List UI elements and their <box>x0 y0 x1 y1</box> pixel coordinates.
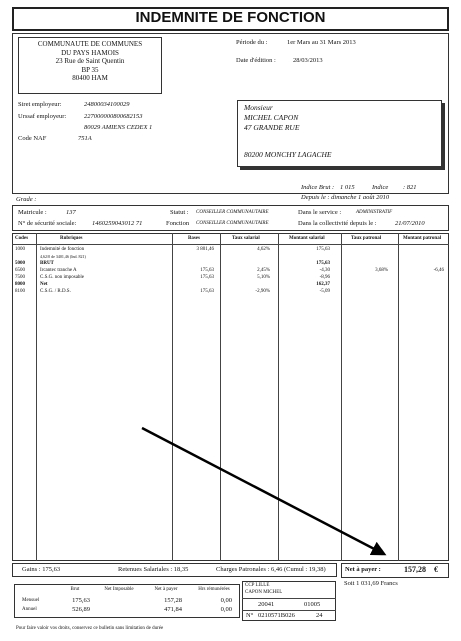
summary-row-label: Mensuel <box>22 598 40 603</box>
matricule-value: 137 <box>66 209 76 216</box>
bank-account-label: N° <box>246 612 254 619</box>
employer-line: 80400 HAM <box>72 74 108 82</box>
secu-label: N° de sécurité sociale: <box>18 220 77 227</box>
matricule-label: Matricule : <box>18 209 47 216</box>
summary-row-label: Annuel <box>22 607 37 612</box>
recipient-line: Monsieur <box>244 103 273 112</box>
edition-value: 28/03/2013 <box>293 57 323 64</box>
charges-total: Charges Patronales : 6,46 (Cumul : 19,38) <box>216 566 326 573</box>
summary-header-net-imposable: Net Imposable <box>104 587 134 592</box>
cell-taux-patronal: 3,68% <box>375 268 388 273</box>
cell-code: 5000 <box>15 261 25 266</box>
cell-code: 6500 <box>15 268 25 273</box>
summary-header-net-a-payer: Net à payer <box>154 587 178 592</box>
net-a-payer-value: 157,28 <box>404 565 426 574</box>
cell-taux-salarial: 4,62% <box>257 247 270 252</box>
recipient-city: 80200 MONCHY LAGACHE <box>244 150 332 159</box>
fonction-value: CONSEILLER COMMUNAUTAIRE <box>196 221 269 226</box>
net-a-payer-label: Net à payer : <box>345 566 381 573</box>
cell-label: Net <box>40 282 48 287</box>
cell-montant-salarial: -4,30 <box>319 268 330 273</box>
collectivite-value: 21/07/2010 <box>395 220 425 227</box>
urssaf-value: 227000000800682153 <box>84 113 143 120</box>
cell-montant-salarial: 175,63 <box>316 247 330 252</box>
cell-base: 175,63 <box>200 289 214 294</box>
urssaf-label: Urssaf employeur: <box>18 113 67 120</box>
indice-brut-value: 1 015 <box>340 184 355 191</box>
period-value: 1er Mars au 31 Mars 2013 <box>287 39 356 46</box>
gains-total: Gains : 175,63 <box>22 566 61 573</box>
cell-montant-salarial: 162,37 <box>316 282 330 287</box>
cell-montant-salarial: 175,63 <box>316 261 330 266</box>
net-a-payer-currency: € <box>434 565 438 574</box>
summary-header-hrs: Hrs rémunérées <box>198 587 230 592</box>
indice-depuis: Depuis le : dimanche 1 août 2010 <box>301 194 390 201</box>
footer-note: Pour faire valoir vos droits, conservez ce bulletin sans limitation de durée <box>16 626 164 631</box>
service-label: Dans le service : <box>298 209 342 216</box>
header-taux-salarial: Taux salarial <box>232 236 260 241</box>
employer-line: COMMUNAUTE DE COMMUNES <box>37 40 143 48</box>
summary-annuel-brut: 526,89 <box>72 606 90 613</box>
cell-base: 175,63 <box>200 268 214 273</box>
bank-code2: 01005 <box>304 601 321 608</box>
summary-mensuel-brut: 175,63 <box>72 597 90 604</box>
cell-label: Indemnité de fonction <box>40 247 85 252</box>
urssaf-city: 80029 AMIENS CEDEX 1 <box>84 124 153 131</box>
naf-label: Code NAF <box>18 135 47 142</box>
bank-account: 0210571B026 <box>258 612 295 619</box>
indice-brut-label: Indice Brut : <box>301 184 335 191</box>
statut-value: CONSEILLER COMMUNAUTAIRE <box>196 210 269 215</box>
employer-line: BP 35 <box>81 65 99 74</box>
bank-code1: 20041 <box>258 601 275 608</box>
cell-label: 4,62/0 de 3401,46 (Ind. 821) <box>40 254 86 259</box>
cell-montant-salarial: -8,96 <box>319 275 330 280</box>
header-bases: Bases <box>188 236 200 241</box>
cell-label: BRUT <box>40 261 54 266</box>
page-title: INDEMNITE DE FONCTION <box>135 9 326 26</box>
retenues-total: Retenues Salariales : 18,35 <box>118 566 189 573</box>
header-montant-salarial: Montant salarial <box>289 236 325 241</box>
cell-code: 8000 <box>15 282 25 287</box>
cell-taux-salarial: 2,45% <box>257 268 270 273</box>
siret-label: Siret employeur: <box>18 101 62 108</box>
employer-line: 23 Rue de Saint Quentin <box>55 57 125 65</box>
cell-base: 3 801,46 <box>196 247 214 252</box>
service-value: ADMINISTRATIF <box>356 210 393 215</box>
bank-key: 24 <box>316 612 323 619</box>
header-taux-patronal: Taux patronal <box>351 236 382 241</box>
summary-annuel-net-a-payer: 471,84 <box>164 606 182 613</box>
cell-code: 1000 <box>15 247 25 252</box>
edition-label: Date d'édition : <box>236 57 276 64</box>
cell-code: 7500 <box>15 275 25 280</box>
bank-divider <box>242 598 336 599</box>
period-label: Période du : <box>236 39 268 46</box>
summary-mensuel-net-a-payer: 157,28 <box>164 597 182 604</box>
cell-label: Ircantec tranche A <box>40 268 77 273</box>
cell-montant-salarial: -5,09 <box>319 289 330 294</box>
header-rubriques: Rubriques <box>60 236 83 241</box>
cell-taux-salarial: -2,90% <box>255 289 270 294</box>
header-codes: Codes <box>15 236 29 241</box>
bank-name: CCP LILLE <box>245 583 270 588</box>
siret-value: 24800034100029 <box>84 101 130 108</box>
cell-code: 8100 <box>15 289 25 294</box>
bank-holder: CAPON MICHEL <box>245 590 283 595</box>
fonction-label: Fonction <box>166 220 190 227</box>
cell-taux-salarial: 5,10% <box>257 275 270 280</box>
indice-value: : 821 <box>403 184 417 191</box>
collectivite-label: Dans la collectivité depuis le : <box>298 220 377 227</box>
grade-label: Grade : <box>16 196 37 203</box>
header-montant-patronal: Montant patronal <box>403 236 442 241</box>
indice-label: Indice <box>372 184 389 191</box>
bank-divider <box>242 610 336 611</box>
summary-mensuel-hrs: 0,00 <box>220 597 232 604</box>
cell-base: 175,63 <box>200 275 214 280</box>
net-a-payer-francs: Soit 1 031,69 Francs <box>344 580 398 587</box>
summary-header-brut: Brut <box>70 587 80 592</box>
cell-montant-patronal: -6,46 <box>433 268 444 273</box>
summary-annuel-hrs: 0,00 <box>220 606 232 613</box>
employer-line: DU PAYS HAMOIS <box>61 48 119 57</box>
naf-value: 751A <box>78 135 92 142</box>
cell-label: C.S.G. non imposable <box>40 275 85 280</box>
cell-label: C.S.G. / R.D.S. <box>40 289 71 294</box>
secu-value: 1460259043012 71 <box>92 220 143 227</box>
recipient-line: MICHEL CAPON <box>244 113 299 122</box>
statut-label: Statut : <box>170 209 189 216</box>
recipient-line: 47 GRANDE RUE <box>244 123 300 132</box>
